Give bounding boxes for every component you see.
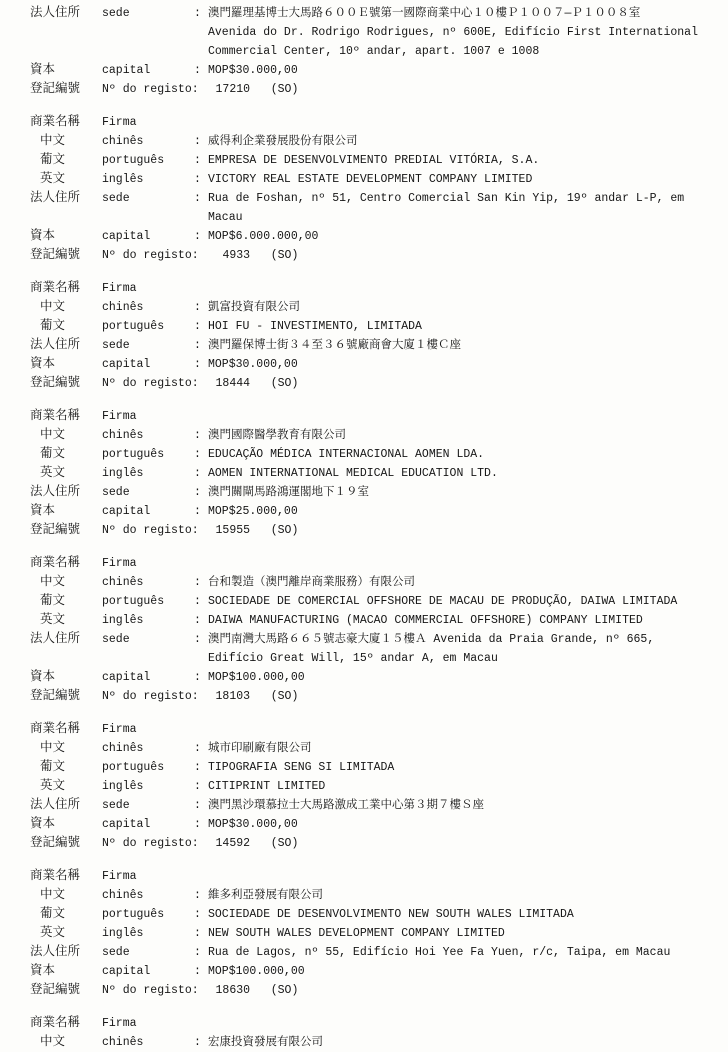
value-line: 凱富投資有限公司	[208, 301, 300, 314]
registry-record	[30, 554, 722, 706]
field-separator: :	[194, 429, 201, 442]
field-label-chinese: 中文	[40, 575, 66, 589]
field-label-portuguese: sede	[102, 339, 130, 352]
field-label-chinese: 登記編號	[30, 523, 81, 537]
field-label-portuguese: inglês	[102, 173, 144, 186]
field-value	[208, 151, 722, 170]
field-label-chinese: 商業名稱	[30, 556, 81, 570]
field-label-portuguese: Firma	[102, 557, 137, 570]
field-label-chinese: 資本	[30, 357, 56, 371]
record-row	[30, 815, 722, 834]
field-separator: :	[194, 358, 201, 371]
value-line: 澳門南灣大馬路６６５號志豪大廈１５樓Ａ Avenida da Praia Grande, nº 665,	[208, 633, 655, 646]
value-line: EDUCAÇÃO MÉDICA INTERNACIONAL AOMEN LDA.	[208, 448, 485, 461]
field-value	[209, 246, 722, 265]
field-label-chinese: 資本	[30, 63, 56, 77]
field-label-chinese: 葡文	[40, 319, 66, 333]
registry-record	[30, 113, 722, 265]
value-line: Edifício Great Will, 15º andar A, em Macau	[208, 652, 498, 665]
value-line: TIPOGRAFIA SENG SI LIMITADA	[208, 761, 395, 774]
value-line: MOP$100.000,00	[208, 965, 305, 978]
record-row	[30, 554, 722, 573]
record-row	[30, 336, 722, 355]
value-line: SOCIEDADE DE DESENVOLVIMENTO NEW SOUTH WALES LIMITADA	[208, 908, 574, 921]
value-line: 18444 (SO)	[208, 377, 299, 390]
record-row	[30, 886, 722, 905]
field-label-chinese: 法人住所	[30, 945, 81, 959]
field-label-portuguese: inglês	[102, 780, 144, 793]
field-label-portuguese: Nº do registo:	[102, 377, 199, 390]
value-line: 澳門關閘馬路鴻運閣地下１９室	[208, 486, 369, 499]
field-label-portuguese: chinês	[102, 1036, 144, 1049]
field-separator: :	[194, 154, 201, 167]
field-value	[208, 355, 722, 374]
record-row	[30, 355, 722, 374]
value-line: 台和製造（澳門離岸商業服務）有限公司	[208, 576, 415, 589]
field-value	[208, 592, 722, 611]
record-row	[30, 80, 722, 99]
field-label-chinese: 英文	[40, 613, 66, 627]
field-separator: :	[194, 742, 201, 755]
field-label-portuguese: português	[102, 908, 165, 921]
record-row	[30, 4, 722, 61]
field-label-chinese: 商業名稱	[30, 115, 81, 129]
record-row	[30, 668, 722, 687]
value-line: MOP$6.000.000,00	[208, 230, 319, 243]
value-line: CITIPRINT LIMITED	[208, 780, 326, 793]
registry-record	[30, 407, 722, 540]
field-label-portuguese: capital	[102, 818, 151, 831]
record-row	[30, 445, 722, 464]
field-value	[208, 758, 722, 777]
field-label-portuguese: sede	[102, 486, 130, 499]
field-label-portuguese: Nº do registo:	[102, 83, 199, 96]
value-line: Avenida do Dr. Rodrigo Rodrigues, nº 600E, Edifício First International	[208, 26, 698, 39]
field-label-portuguese: Nº do registo:	[102, 837, 199, 850]
record-row	[30, 189, 722, 227]
value-line: MOP$30.000,00	[208, 818, 298, 831]
record-row	[30, 521, 722, 540]
field-label-portuguese: Nº do registo:	[102, 690, 199, 703]
field-label-portuguese: português	[102, 154, 165, 167]
record-row	[30, 426, 722, 445]
record-row	[30, 573, 722, 592]
field-value	[208, 905, 722, 924]
field-separator: :	[194, 486, 201, 499]
field-label-chinese: 葡文	[40, 447, 66, 461]
field-separator: :	[194, 965, 201, 978]
field-separator: :	[194, 230, 201, 243]
record-row	[30, 943, 722, 962]
field-separator: :	[194, 633, 201, 646]
field-value	[208, 483, 722, 502]
field-label-chinese: 登記編號	[30, 82, 81, 96]
field-label-portuguese: capital	[102, 965, 151, 978]
field-label-portuguese: capital	[102, 671, 151, 684]
field-label-portuguese: chinês	[102, 135, 144, 148]
field-label-portuguese: português	[102, 320, 165, 333]
field-label-chinese: 中文	[40, 300, 66, 314]
field-label-chinese: 英文	[40, 466, 66, 480]
field-separator: :	[194, 448, 201, 461]
field-label-portuguese: capital	[102, 64, 151, 77]
field-label-chinese: 商業名稱	[30, 281, 81, 295]
value-line: 宏康投資發展有限公司	[208, 1036, 323, 1049]
value-line: Rua de Lagos, nº 55, Edifício Hoi Yee Fa Yuen, r/c, Taipa, em Macau	[208, 946, 671, 959]
field-label-portuguese: português	[102, 595, 165, 608]
field-separator: :	[194, 818, 201, 831]
registry-record	[30, 1014, 722, 1052]
field-label-portuguese: chinês	[102, 742, 144, 755]
field-value	[209, 374, 722, 393]
field-separator: :	[194, 595, 201, 608]
record-row	[30, 611, 722, 630]
registry-records-list	[30, 4, 722, 1052]
value-line: 維多利亞發展有限公司	[208, 889, 323, 902]
record-row	[30, 61, 722, 80]
field-separator: :	[194, 946, 201, 959]
field-label-portuguese: chinês	[102, 889, 144, 902]
registry-record	[30, 4, 722, 99]
field-value	[208, 796, 722, 815]
field-label-chinese: 法人住所	[30, 798, 81, 812]
value-line: 威得利企業發展股份有限公司	[208, 135, 358, 148]
record-row	[30, 739, 722, 758]
field-value	[208, 189, 722, 227]
field-value	[208, 502, 722, 521]
record-row	[30, 151, 722, 170]
field-value	[208, 886, 722, 905]
field-label-chinese: 葡文	[40, 907, 66, 921]
field-label-portuguese: capital	[102, 505, 151, 518]
field-label-chinese: 登記編號	[30, 836, 81, 850]
field-label-chinese: 登記編號	[30, 689, 81, 703]
field-value	[209, 80, 722, 99]
record-row	[30, 317, 722, 336]
field-separator: :	[194, 320, 201, 333]
value-line: 澳門黑沙環慕拉士大馬路激成工業中心第３期７樓Ｓ座	[208, 799, 484, 812]
record-row	[30, 170, 722, 189]
field-label-portuguese: Nº do registo:	[102, 249, 199, 262]
field-label-portuguese: sede	[102, 7, 130, 20]
field-separator: :	[194, 64, 201, 77]
record-row	[30, 867, 722, 886]
value-line: 4933 (SO)	[208, 249, 299, 262]
record-row	[30, 279, 722, 298]
value-line: Rua de Foshan, nº 51, Centro Comercial San Kin Yip, 19º andar L-P, em Macau	[208, 192, 692, 224]
value-line: AOMEN INTERNATIONAL MEDICAL EDUCATION LTD.	[208, 467, 498, 480]
record-row	[30, 962, 722, 981]
field-value	[208, 739, 722, 758]
field-label-chinese: 資本	[30, 229, 56, 243]
field-separator: :	[194, 889, 201, 902]
field-label-chinese: 商業名稱	[30, 1016, 81, 1030]
field-label-chinese: 登記編號	[30, 376, 81, 390]
field-label-portuguese: sede	[102, 633, 130, 646]
field-label-chinese: 法人住所	[30, 632, 81, 646]
field-separator: :	[194, 671, 201, 684]
field-separator: :	[194, 173, 201, 186]
field-label-chinese: 商業名稱	[30, 722, 81, 736]
field-value	[209, 981, 722, 1000]
record-row	[30, 246, 722, 265]
field-label-chinese: 登記編號	[30, 983, 81, 997]
registry-record	[30, 720, 722, 853]
record-row	[30, 407, 722, 426]
field-label-chinese: 中文	[40, 741, 66, 755]
record-row	[30, 905, 722, 924]
field-separator: :	[194, 576, 201, 589]
field-label-portuguese: Firma	[102, 282, 137, 295]
record-row	[30, 687, 722, 706]
field-label-chinese: 法人住所	[30, 485, 81, 499]
record-row	[30, 758, 722, 777]
value-line: 17210 (SO)	[208, 83, 299, 96]
field-value	[208, 668, 722, 687]
field-value	[208, 170, 722, 189]
field-label-portuguese: capital	[102, 358, 151, 371]
field-label-chinese: 葡文	[40, 594, 66, 608]
value-line: VICTORY REAL ESTATE DEVELOPMENT COMPANY LIMITED	[208, 173, 533, 186]
record-row	[30, 924, 722, 943]
field-label-chinese: 中文	[40, 428, 66, 442]
value-line: EMPRESA DE DESENVOLVIMENTO PREDIAL VITÓRIA, S.A.	[208, 154, 540, 167]
field-value	[208, 962, 722, 981]
field-separator: :	[194, 192, 201, 205]
value-line: 14592 (SO)	[208, 837, 299, 850]
field-separator: :	[194, 301, 201, 314]
value-line: MOP$30.000,00	[208, 64, 298, 77]
field-value	[208, 630, 722, 668]
field-label-portuguese: Nº do registo:	[102, 524, 199, 537]
field-label-chinese: 商業名稱	[30, 869, 81, 883]
field-label-portuguese: chinês	[102, 576, 144, 589]
field-label-portuguese: Firma	[102, 1017, 137, 1030]
field-label-chinese: 中文	[40, 134, 66, 148]
registry-record	[30, 867, 722, 1000]
value-line: 城市印刷廠有限公司	[208, 742, 312, 755]
record-row	[30, 113, 722, 132]
field-label-chinese: 資本	[30, 817, 56, 831]
field-value	[209, 687, 722, 706]
value-line: Commercial Center, 10º andar, apart. 1007 e 1008	[208, 45, 540, 58]
field-separator: :	[194, 339, 201, 352]
field-value	[208, 464, 722, 483]
record-row	[30, 227, 722, 246]
record-row	[30, 630, 722, 668]
field-separator: :	[194, 908, 201, 921]
field-label-portuguese: português	[102, 761, 165, 774]
field-value	[208, 227, 722, 246]
value-line: 18103 (SO)	[208, 690, 299, 703]
field-value	[208, 445, 722, 464]
field-label-chinese: 葡文	[40, 760, 66, 774]
record-row	[30, 981, 722, 1000]
field-label-portuguese: chinês	[102, 301, 144, 314]
field-value	[209, 521, 722, 540]
field-value	[208, 573, 722, 592]
value-line: 15955 (SO)	[208, 524, 299, 537]
field-label-portuguese: português	[102, 448, 165, 461]
field-separator: :	[194, 927, 201, 940]
record-row	[30, 720, 722, 739]
field-label-portuguese: inglês	[102, 927, 144, 940]
field-value	[208, 336, 722, 355]
record-row	[30, 592, 722, 611]
field-label-chinese: 英文	[40, 926, 66, 940]
field-label-portuguese: inglês	[102, 614, 144, 627]
registry-record	[30, 279, 722, 393]
field-label-portuguese: Firma	[102, 723, 137, 736]
field-label-portuguese: sede	[102, 799, 130, 812]
value-line: 澳門國際醫學教育有限公司	[208, 429, 346, 442]
field-label-chinese: 登記編號	[30, 248, 81, 262]
value-line: SOCIEDADE DE COMERCIAL OFFSHORE DE MACAU DE PRODUÇÃO, DAIWA LIMITADA	[208, 595, 678, 608]
field-label-chinese: 法人住所	[30, 6, 81, 20]
field-separator: :	[194, 780, 201, 793]
field-label-chinese: 中文	[40, 888, 66, 902]
field-separator: :	[194, 614, 201, 627]
record-row	[30, 483, 722, 502]
value-line: MOP$30.000,00	[208, 358, 298, 371]
record-row	[30, 777, 722, 796]
field-value	[208, 611, 722, 630]
field-value	[208, 924, 722, 943]
value-line: HOI FU - INVESTIMENTO, LIMITADA	[208, 320, 422, 333]
field-separator: :	[194, 135, 201, 148]
value-line: 18630 (SO)	[208, 984, 299, 997]
field-label-chinese: 中文	[40, 1035, 66, 1049]
value-line: NEW SOUTH WALES DEVELOPMENT COMPANY LIMITED	[208, 927, 505, 940]
field-separator: :	[194, 7, 201, 20]
field-label-portuguese: chinês	[102, 429, 144, 442]
field-label-chinese: 法人住所	[30, 191, 81, 205]
value-line: 澳門羅理基博士大馬路６００Ｅ號第一國際商業中心１０樓Ｐ１００７—Ｐ１００８室	[208, 7, 641, 20]
field-value	[208, 815, 722, 834]
field-value	[208, 132, 722, 151]
field-label-portuguese: sede	[102, 192, 130, 205]
record-row	[30, 502, 722, 521]
record-row	[30, 132, 722, 151]
field-label-portuguese: Firma	[102, 870, 137, 883]
field-label-chinese: 資本	[30, 964, 56, 978]
field-label-portuguese: Nº do registo:	[102, 984, 199, 997]
field-label-chinese: 英文	[40, 172, 66, 186]
field-value	[208, 317, 722, 336]
field-label-chinese: 葡文	[40, 153, 66, 167]
record-row	[30, 374, 722, 393]
field-label-chinese: 商業名稱	[30, 409, 81, 423]
field-label-portuguese: sede	[102, 946, 130, 959]
field-value	[208, 298, 722, 317]
field-value	[208, 777, 722, 796]
field-label-chinese: 資本	[30, 670, 56, 684]
field-value	[208, 61, 722, 80]
field-label-portuguese: inglês	[102, 467, 144, 480]
field-separator: :	[194, 505, 201, 518]
field-label-portuguese: Firma	[102, 410, 137, 423]
field-label-portuguese: capital	[102, 230, 151, 243]
value-line: MOP$100.000,00	[208, 671, 305, 684]
field-label-portuguese: Firma	[102, 116, 137, 129]
field-separator: :	[194, 1036, 201, 1049]
value-line: 澳門羅保博士街３４至３６號廠商會大廈１樓Ｃ座	[208, 339, 461, 352]
field-label-chinese: 法人住所	[30, 338, 81, 352]
record-row	[30, 298, 722, 317]
field-value	[208, 1033, 722, 1052]
field-label-chinese: 英文	[40, 779, 66, 793]
field-value	[209, 834, 722, 853]
field-separator: :	[194, 799, 201, 812]
record-row	[30, 796, 722, 815]
field-value	[208, 426, 722, 445]
value-line: MOP$25.000,00	[208, 505, 298, 518]
field-value	[208, 4, 722, 61]
field-value	[208, 943, 722, 962]
record-row	[30, 1033, 722, 1052]
field-separator: :	[194, 467, 201, 480]
field-separator: :	[194, 761, 201, 774]
record-row	[30, 834, 722, 853]
value-line: DAIWA MANUFACTURING (MACAO COMMERCIAL OFFSHORE) COMPANY LIMITED	[208, 614, 643, 627]
field-label-chinese: 資本	[30, 504, 56, 518]
record-row	[30, 464, 722, 483]
